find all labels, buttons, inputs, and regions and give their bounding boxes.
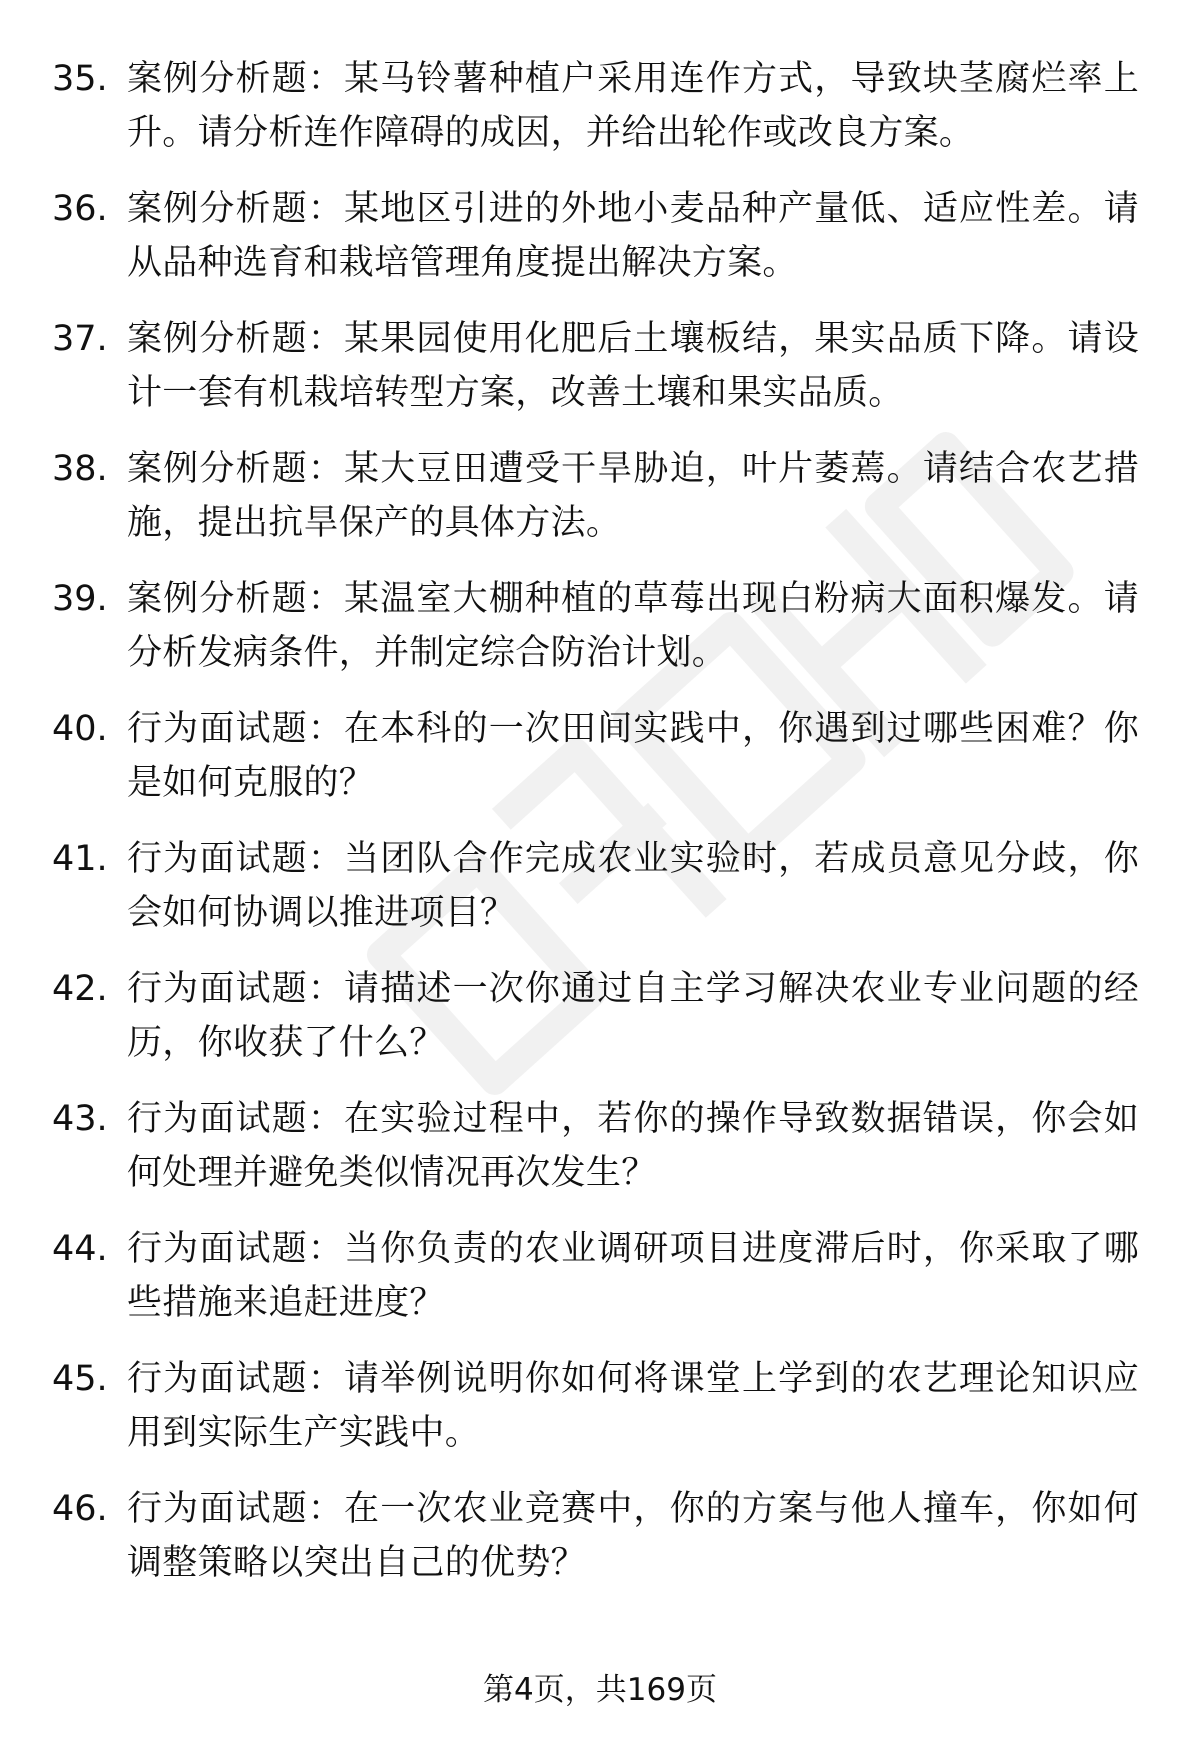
question-item	[0, 832, 1200, 962]
question-item	[0, 1092, 1200, 1222]
page-footer: 第4页，共169页	[483, 1672, 717, 1708]
question-item	[0, 572, 1200, 702]
question-text: 行为面试题：在实验过程中，若你的操作导致数据错误，你会如何处理并避免类似情况再次发生？	[127, 1099, 1139, 1193]
question-item	[0, 52, 1200, 182]
question-item	[0, 312, 1200, 442]
question-text: 行为面试题：请举例说明你如何将课堂上学到的农艺理论知识应用到实际生产实践中。	[127, 1359, 1139, 1453]
question-text: 案例分析题：某马铃薯种植户采用连作方式，导致块茎腐烂率上升。请分析连作障碍的成因，并给出轮作或改良方案。	[127, 59, 1139, 153]
question-number: 46.	[52, 1489, 108, 1529]
question-item	[0, 442, 1200, 572]
question-text: 行为面试题：在一次农业竞赛中，你的方案与他人撞车，你如何调整策略以突出自己的优势？	[127, 1489, 1139, 1583]
question-item	[0, 1482, 1200, 1612]
question-item	[0, 962, 1200, 1092]
question-item	[0, 1352, 1200, 1482]
question-text: 行为面试题：当你负责的农业调研项目进度滞后时，你采取了哪些措施来追赶进度？	[127, 1229, 1139, 1323]
question-number: 35.	[52, 59, 108, 99]
question-item	[0, 182, 1200, 312]
question-number: 37.	[52, 319, 108, 359]
question-item	[0, 702, 1200, 832]
question-text: 行为面试题：在本科的一次田间实践中，你遇到过哪些困难？你是如何克服的？	[127, 709, 1139, 803]
question-text: 案例分析题：某大豆田遭受干旱胁迫，叶片萎蔫。请结合农艺措施，提出抗旱保产的具体方法。	[127, 449, 1139, 543]
question-text: 案例分析题：某温室大棚种植的草莓出现白粉病大面积爆发。请分析发病条件，并制定综合防治计划。	[127, 579, 1139, 673]
question-text: 行为面试题：当团队合作完成农业实验时，若成员意见分歧，你会如何协调以推进项目？	[127, 839, 1139, 933]
question-number: 41.	[52, 839, 108, 879]
question-number: 42.	[52, 969, 108, 1009]
question-list	[0, 52, 1200, 1612]
question-number: 36.	[52, 189, 108, 229]
question-number: 44.	[52, 1229, 108, 1269]
question-text: 行为面试题：请描述一次你通过自主学习解决农业专业问题的经历，你收获了什么？	[127, 969, 1139, 1063]
question-number: 38.	[52, 449, 108, 489]
question-number: 43.	[52, 1099, 108, 1139]
question-number: 39.	[52, 579, 108, 619]
question-text: 案例分析题：某果园使用化肥后土壤板结，果实品质下降。请设计一套有机栽培转型方案，改善土壤和果实品质。	[127, 319, 1139, 413]
question-number: 40.	[52, 709, 108, 749]
question-text: 案例分析题：某地区引进的外地小麦品种产量低、适应性差。请从品种选育和栽培管理角度提出解决方案。	[127, 189, 1139, 283]
question-item	[0, 1222, 1200, 1352]
question-number: 45.	[52, 1359, 108, 1399]
